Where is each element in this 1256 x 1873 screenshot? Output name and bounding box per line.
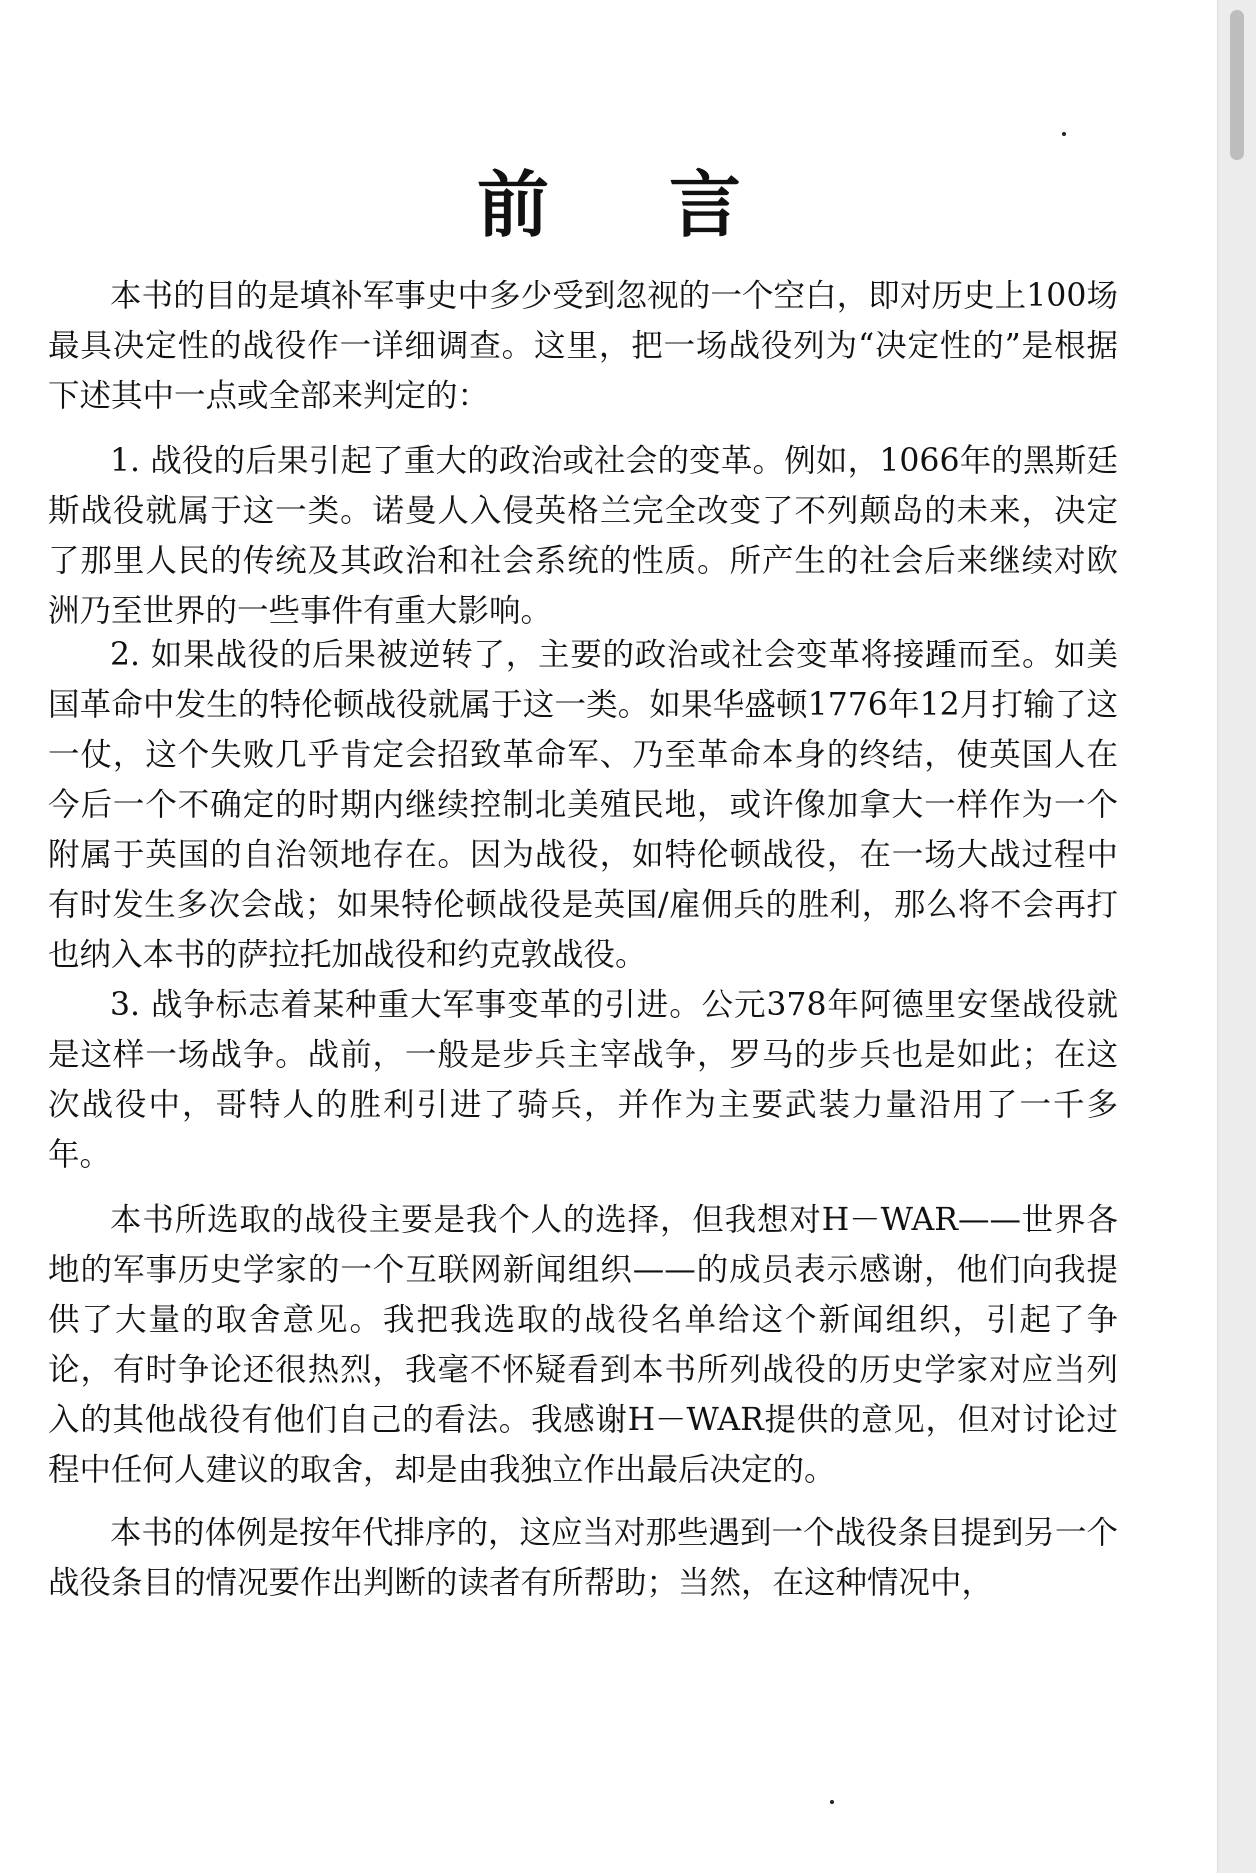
- scan-speck: [1062, 132, 1066, 136]
- paragraph-organization: 本书的体例是按年代排序的，这应当对那些遇到一个战役条目提到另一个战役条目的情况要作出判断的读者有所帮助；当然，在这种情况中，: [48, 1515, 1119, 1601]
- page-title: 前言: [476, 162, 861, 248]
- paragraph-criterion-2: 2. 如果战役的后果被逆转了，主要的政治或社会变革将接踵而至。如美国革命中发生的特伦顿战役就属于这一类。如果华盛顿1776年12月打输了这一仗，这个失败几乎肯定会招致革命军、乃至革命本身的终结，使英国人在今后一个不确定的时期内继续控制北美殖民地，或许像加拿大一样作为一个附属于英国的自治领地存在。因为战役，如特伦顿战役，在一场大战过程中有时发生多次会战；如果特伦顿战役是英国/雇佣兵的胜利，那么将不会再打也纳入本书的萨拉托加战役和约克敦战役。: [48, 637, 1118, 973]
- vertical-scrollbar[interactable]: [1217, 0, 1256, 1873]
- paragraph-criterion-1: 1. 战役的后果引起了重大的政治或社会的变革。例如，1066年的黑斯廷斯战役就属于这一类。诺曼人入侵英格兰完全改变了不列颠岛的未来，决定了那里人民的传统及其政治和社会系统的性质。所产生的社会后来继续对欧洲乃至世界的一些事件有重大影响。: [48, 443, 1118, 629]
- paragraph-intro: 本书的目的是填补军事史中多少受到忽视的一个空白，即对历史上100场最具决定性的战役作一详细调查。这里，把一场战役列为“决定性的”是根据下述其中一点或全部来判定的：: [48, 278, 1118, 414]
- scrollbar-thumb[interactable]: [1230, 10, 1244, 160]
- paragraph-acknowledgement: 本书所选取的战役主要是我个人的选择，但我想对H－WAR——世界各地的军事历史学家的一个互联网新闻组织——的成员表示感谢，他们向我提供了大量的取舍意见。我把我选取的战役名单给这个新闻组织，引起了争论，有时争论还很热烈，我毫不怀疑看到本书所列战役的历史学家对应当列入的其他战役有他们自己的看法。我感谢H－WAR提供的意见，但对讨论过程中任何人建议的取舍，却是由我独立作出最后决定的。: [48, 1202, 1118, 1488]
- scan-speck: [830, 1800, 834, 1804]
- paragraph-criterion-3: 3. 战争标志着某种重大军事变革的引进。公元378年阿德里安堡战役就是这样一场战争。战前，一般是步兵主宰战争，罗马的步兵也是如此；在这次战役中，哥特人的胜利引进了骑兵，并作为主要武装力量沿用了一千多年。: [48, 987, 1118, 1173]
